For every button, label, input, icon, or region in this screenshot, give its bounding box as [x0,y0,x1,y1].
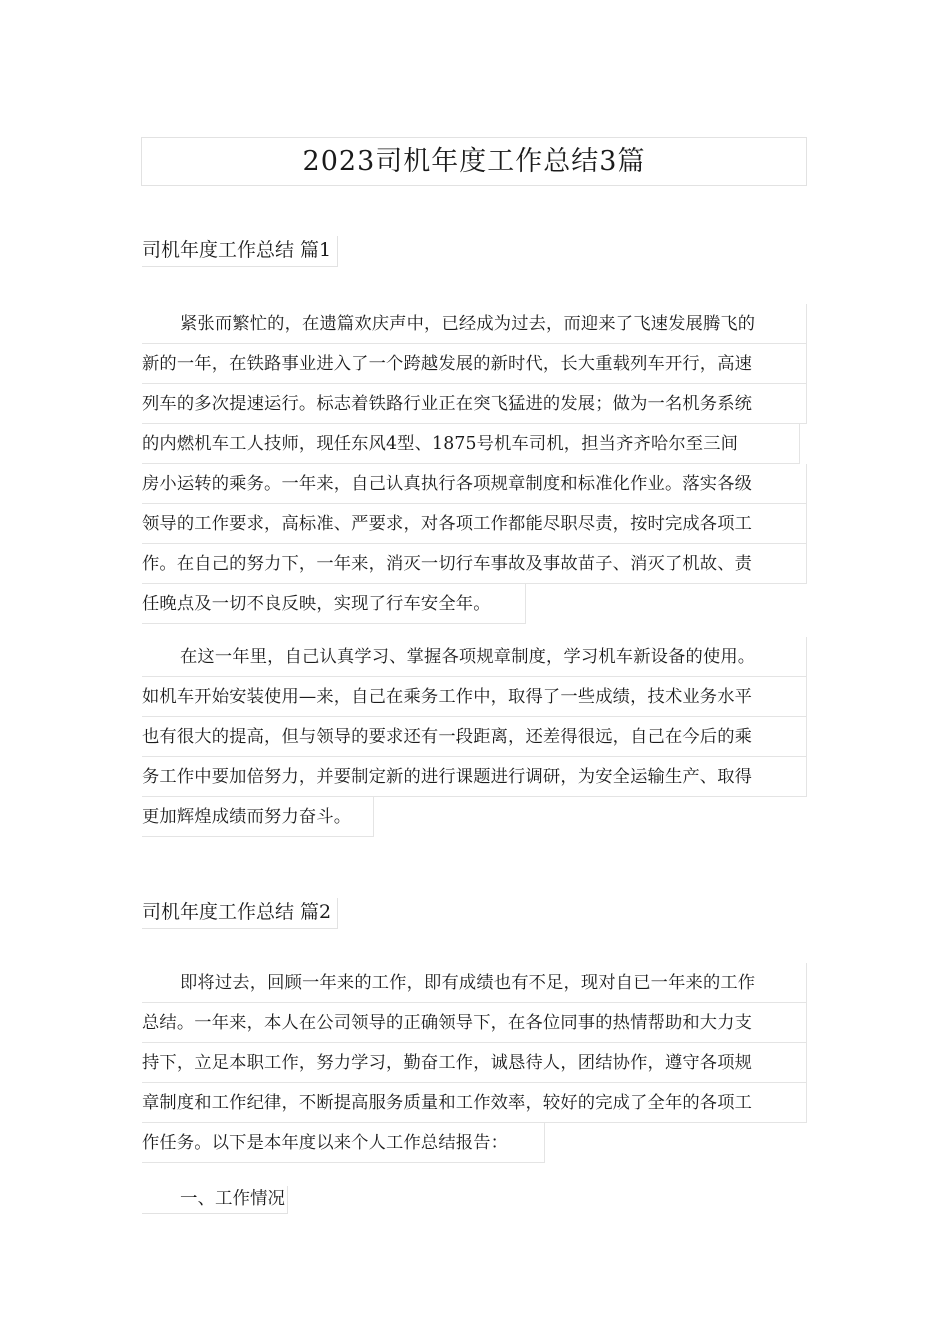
text-line: 更加辉煌成绩而努力奋斗。 [142,797,374,837]
text-line: 作。在自己的努力下，一年来，消灭一切行车事故及事故苗子、消灭了机故、责 [142,544,807,584]
section-heading-2: 司机年度工作总结 篇2 [142,898,338,929]
text-line: 持下，立足本职工作，努力学习，勤奋工作，诚恳待人，团结协作，遵守各项规 [142,1043,807,1083]
text-line: 列车的多次提速运行。标志着铁路行业正在突飞猛进的发展；做为一名机务系统 [142,384,807,424]
page-title: 2023司机年度工作总结3篇 [141,137,807,186]
text-line: 新的一年，在铁路事业进入了一个跨越发展的新时代，长大重载列车开行，高速 [142,344,807,384]
text-line: 在这一年里，自己认真学习、掌握各项规章制度，学习机车新设备的使用。 [142,637,807,677]
text-line: 的内燃机车工人技师，现任东风4型、1875号机车司机，担当齐齐哈尔至三间 [142,424,800,464]
section-1-paragraph-1 [142,304,807,624]
text-line: 如机车开始安装使用—来，自己在乘务工作中，取得了一些成绩，技术业务水平 [142,677,807,717]
text-line: 房小运转的乘务。一年来，自己认真执行各项规章制度和标准化作业。落实各级 [142,464,807,504]
text-line: 章制度和工作纪律，不断提高服务质量和工作效率，较好的完成了全年的各项工 [142,1083,807,1123]
text-line: 也有很大的提高，但与领导的要求还有一段距离，还差得很远，自己在今后的乘 [142,717,807,757]
section-heading-1: 司机年度工作总结 篇1 [142,236,338,267]
text-line: 即将过去，回顾一年来的工作，即有成绩也有不足，现对自已一年来的工作 [142,963,807,1003]
text-line: 总结。一年来，本人在公司领导的正确领导下，在各位同事的热情帮助和大力支 [142,1003,807,1043]
section-1-paragraph-2 [142,637,807,837]
text-line: 任晚点及一切不良反映，实现了行车安全年。 [142,584,526,624]
text-line: 务工作中要加倍努力，并要制定新的进行课题进行调研，为安全运输生产、取得 [142,757,807,797]
text-line: 作任务。以下是本年度以来个人工作总结报告： [142,1123,545,1163]
text-line: 领导的工作要求，高标准、严要求，对各项工作都能尽职尽责，按时完成各项工 [142,504,807,544]
text-line: 紧张而繁忙的，在遗篇欢庆声中，已经成为过去，而迎来了飞速发展腾飞的 [142,304,807,344]
section-2-paragraph-1 [142,963,807,1163]
subheading-work-status: 一、工作情况 [142,1186,288,1214]
